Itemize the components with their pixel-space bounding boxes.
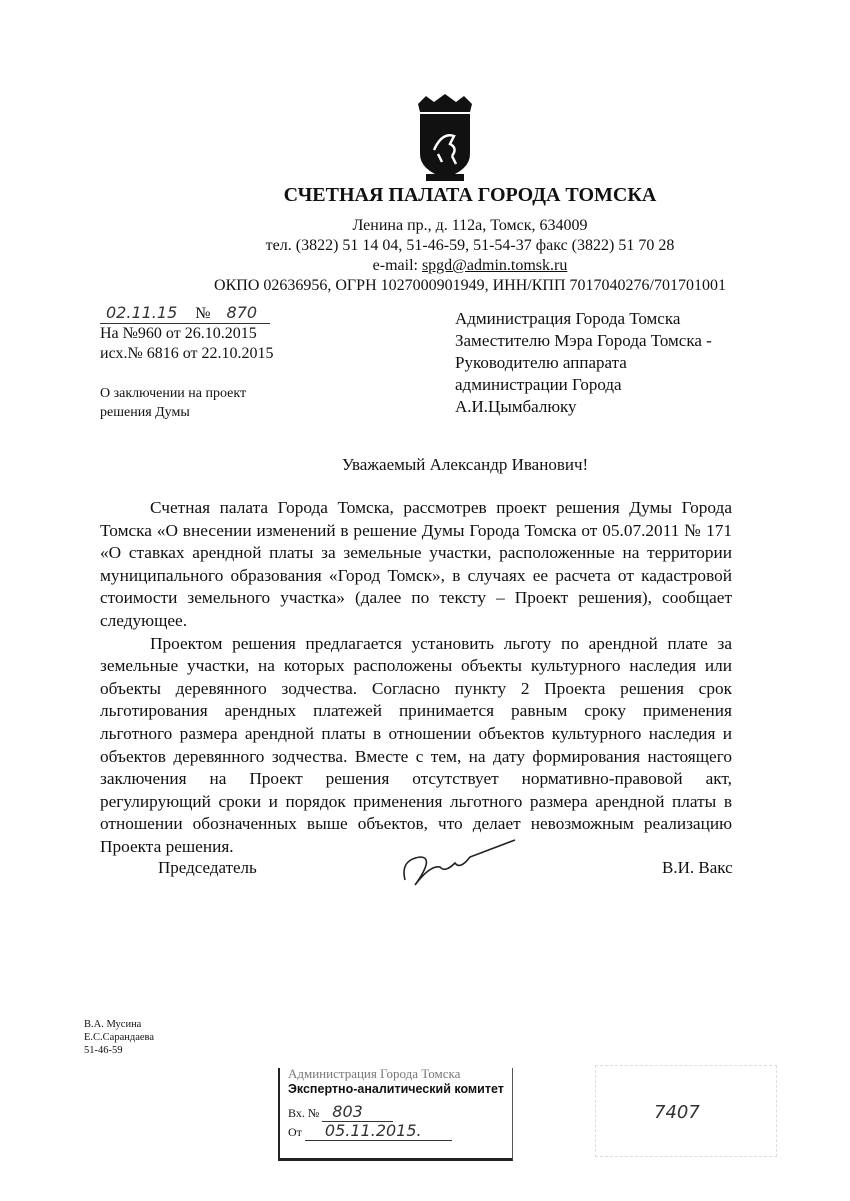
recipient-line: А.И.Цымбалюку	[455, 397, 577, 416]
signatory-position: Председатель	[158, 858, 257, 877]
stamp-from-label: От	[288, 1125, 302, 1139]
incoming-stamp	[278, 1068, 513, 1161]
faint-stamp	[595, 1065, 777, 1157]
recipient-line: Администрация Города Томска	[455, 309, 681, 328]
executors	[84, 1018, 154, 1057]
recipient-line: Руководителю аппарата	[455, 353, 627, 372]
subject-line-2: решения Думы	[100, 405, 190, 420]
org-phones: тел. (3822) 51 14 04, 51-46-59, 51-54-37 факс (3822) 51 70 28	[265, 237, 675, 254]
org-codes: ОКПО 02636956, ОГРН 1027000901949, ИНН/КПП 7017040276/701701001	[214, 277, 726, 294]
number-label: №	[195, 305, 211, 322]
recipient-block	[455, 308, 712, 418]
org-address: Ленина пр., д. 112а, Томск, 634009	[352, 217, 588, 234]
body-paragraph: Проектом решения предлагается установить льготу по арендной плате за земельные участки, на которых расположены объекты культурного наследия или объекты деревянного зодчества. Согласно пункту 2 Проекта решения срок льготирования арендных платежей принимается равным сроку применения льготного размера арендной платы в отношении объектов культурного наследия и объектов деревянного зодчества. Вместе с тем, на дату формирования настоящего заключения на Проект решения отсутствует нормативно-правовой акт, регулирующий сроки и порядок применения льготного размера арендной платы в отношении обозначенных выше объектов, что делает невозможным реализацию Проекта решения.	[100, 633, 732, 856]
handwritten-number: 870	[226, 303, 258, 322]
signatory-name: В.И. Вакс	[662, 858, 733, 877]
stamp-in-label: Вх. №	[288, 1106, 320, 1120]
outgoing-ref: исх.№ 6816 от 22.10.2015	[100, 345, 274, 362]
letter-body	[100, 497, 732, 859]
org-email-line	[0, 257, 850, 275]
stamp-in-number: 803	[322, 1102, 393, 1122]
stamp-org: Администрация Города Томска	[288, 1066, 461, 1081]
handwritten-date: 02.11.15	[106, 303, 178, 322]
executor-name: Е.С.Сарандаева	[84, 1032, 155, 1043]
recipient-line: Заместителю Мэра Города Томска -	[455, 331, 712, 350]
outgoing-date-line	[100, 303, 270, 324]
greeting: Уважаемый Александр Иванович!	[341, 455, 589, 474]
stamp-dept: Экспертно-аналитический комитет	[288, 1082, 504, 1096]
org-title: СЧЕТНАЯ ПАЛАТА ГОРОДА ТОМСКА	[283, 184, 657, 206]
subject-line-1: О заключении на проект	[100, 386, 247, 401]
stamp-date: 05.11.2015.	[305, 1121, 452, 1141]
body-paragraph: Счетная палата Города Томска, рассмотрев проект решения Думы Города Томска «О внесении изменений в решение Думы Города Томска от 05.07.2011 № 171 «О ставках арендной платы за земельные участки, расположенные на территории муниципального образования «Город Томск», в случаях ее расчета от кадастровой стоимости земельного участка» (далее по тексту – Проект решения), сообщает следующее.	[100, 498, 732, 630]
executor-name: В.А. Мусина	[84, 1019, 142, 1030]
coat-of-arms-emblem	[412, 92, 478, 184]
executor-phone: 51-46-59	[84, 1045, 123, 1056]
email-label: e-mail:	[372, 257, 422, 274]
recipient-line: администрации Города	[455, 375, 622, 394]
faint-stamp-number: 7407	[654, 1102, 700, 1123]
reply-to: На №960 от 26.10.2015	[100, 325, 257, 342]
signature-image	[395, 835, 520, 895]
email-link[interactable]: spgd@admin.tomsk.ru	[421, 257, 568, 274]
